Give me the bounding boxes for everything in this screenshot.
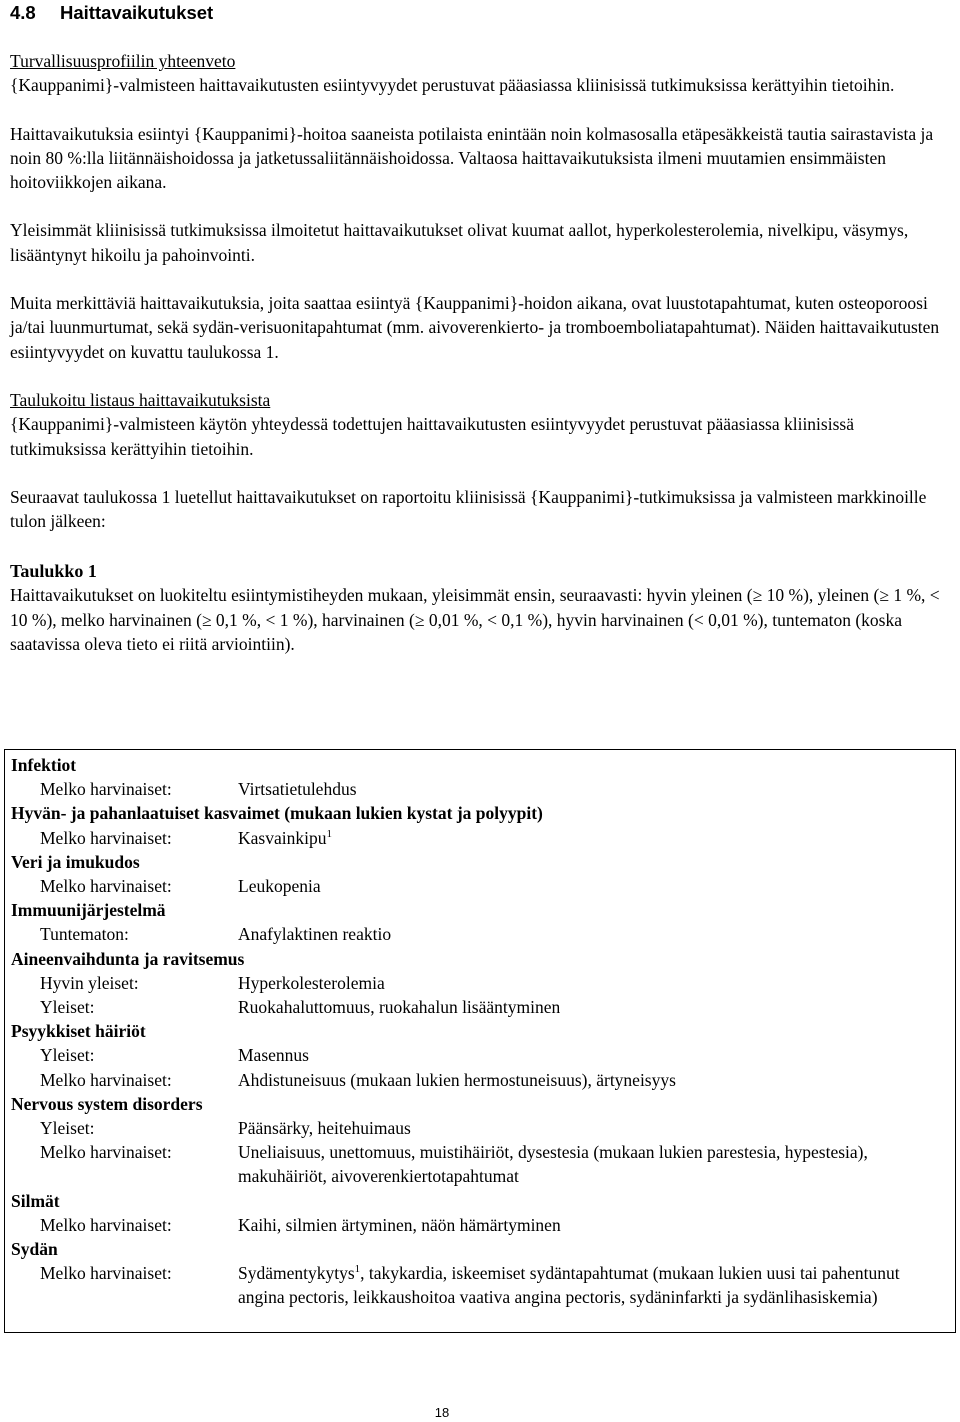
table-category: Hyvän- ja pahanlaatuiset kasvaimet (mukaan lukien kystat ja polyypit)	[11, 803, 543, 824]
table-row	[11, 826, 949, 850]
frequency-label: Tuntematon:	[40, 924, 129, 945]
table-row	[11, 1261, 949, 1309]
frequency-label: Melko harvinaiset:	[40, 1142, 172, 1163]
effect-text: Päänsärky, heitehuimaus	[238, 1118, 411, 1139]
adverse-effect	[238, 922, 949, 946]
effect-text: Kasvainkipu	[238, 827, 327, 848]
table-row	[11, 1213, 949, 1237]
tabulated-intro: {Kauppanimi}-valmisteen käytön yhteydessä todettujen haittavaikutusten esiintyvyydet perustuvat pääasiassa kliinisissä tutkimuksissa kerättyihin tietoihin.	[10, 414, 854, 459]
footnote-marker: 1	[326, 827, 332, 840]
frequency-label: Hyvin yleiset:	[40, 972, 139, 993]
effect-text: Sydämentykytys	[238, 1263, 355, 1284]
effect-text-continued: , takykardia, iskeemiset sydäntapahtumat (mukaan lukien uusi tai pahentunut angina pectoris, leikkaushoitoa vaativa angina pectoris, sydäninfarkti ja sydänlihasiskemia)	[238, 1263, 900, 1308]
document-page	[10, 0, 945, 656]
adverse-effect	[238, 1261, 949, 1309]
table-row	[11, 1068, 949, 1092]
effect-text: Uneliaisuus, unettomuus, muistihäiriöt, dysestesia (mukaan lukien parestesia, hypestesia), makuhäiriöt, aivoverenkiertotapahtumat	[238, 1142, 868, 1187]
safety-summary-paragraph-2: Yleisimmät kliinisissä tutkimuksissa ilmoitetut haittavaikutukset olivat kuumat aallot, hyperkolesterolemia, nivelkipu, väsymys, lisääntynyt hikoilu ja pahoinvointi.	[10, 220, 909, 265]
table-category: Aineenvaihdunta ja ravitsemus	[11, 948, 245, 969]
effect-text: Ahdistuneisuus (mukaan lukien hermostuneisuus), ärtyneisyys	[238, 1069, 676, 1090]
adverse-effect	[238, 874, 949, 898]
frequency-label: Melko harvinaiset:	[40, 1069, 172, 1090]
adverse-effect	[238, 1116, 949, 1140]
adverse-effect	[238, 971, 949, 995]
adverse-effect	[238, 1213, 949, 1237]
safety-summary-heading: Turvallisuusprofiilin yhteenveto	[10, 51, 236, 71]
section-title: Haittavaikutukset	[60, 2, 214, 23]
footnote-marker: 1	[354, 1263, 361, 1276]
table-category: Psyykkiset häiriöt	[11, 1021, 146, 1042]
section-heading	[10, 0, 945, 24]
frequency-label: Yleiset:	[40, 997, 95, 1018]
table-title: Taulukko 1	[10, 561, 97, 582]
effect-text: Kaihi, silmien ärtyminen, näön hämärtyminen	[238, 1214, 561, 1235]
frequency-label: Yleiset:	[40, 1118, 95, 1139]
adverse-effect	[238, 1068, 949, 1092]
table-row	[11, 922, 949, 946]
effect-text: Hyperkolesterolemia	[238, 972, 385, 993]
effect-text: Anafylaktinen reaktio	[238, 924, 392, 945]
effect-text: Masennus	[238, 1045, 309, 1066]
safety-summary-intro: {Kauppanimi}-valmisteen haittavaikutusten esiintyvyydet perustuvat pääasiassa kliinisissä tutkimuksissa kerättyihin tietoihin.	[10, 75, 895, 96]
table-category: Silmät	[11, 1190, 60, 1211]
table-row	[11, 1116, 949, 1140]
section-number: 4.8	[10, 2, 36, 23]
table-row	[11, 1043, 949, 1067]
adverse-effect	[238, 1043, 949, 1067]
table-category: Veri ja imukudos	[11, 851, 140, 872]
frequency-label: Melko harvinaiset:	[40, 876, 172, 897]
tabulated-heading: Taulukoitu listaus haittavaikutuksista	[10, 389, 271, 410]
frequency-label: Melko harvinaiset:	[40, 779, 172, 800]
table-category: Sydän	[11, 1239, 58, 1260]
table-description: Haittavaikutukset on luokiteltu esiintymistiheyden mukaan, yleisimmät ensin, seuraavasti: hyvin yleinen (≥ 10 %), yleinen (≥ 1 %, < 10 %), melko harvinainen (≥ 0,1 %, < 1 %), harvinainen (≥ 0,01 %, < 0,1 %), hyvin harvinainen (< 0,01 %), tuntematon (koska saatavissa oleva tieto ei riitä arviointiin).	[10, 585, 940, 655]
effect-text: Leukopenia	[238, 876, 321, 897]
adverse-effect	[238, 777, 949, 801]
frequency-label: Melko harvinaiset:	[40, 1214, 172, 1235]
adverse-effect	[238, 995, 949, 1019]
table-category: Nervous system disorders	[11, 1093, 203, 1114]
safety-summary-paragraph-3: Muita merkittäviä haittavaikutuksia, joita saattaa esiintyä {Kauppanimi}-hoidon aikana, ovat luustotapahtumat, kuten osteoporoosi ja/tai luunmurtumat, sekä sydän-verisuonitapahtumat (mm. aivoverenkierto- ja tromboemboliatapahtumat). Näiden haittavaikutusten esiintyvyydet on kuvattu taulukossa 1.	[10, 293, 940, 362]
adverse-effect	[238, 826, 949, 850]
table-row	[11, 777, 949, 801]
table-row	[11, 995, 949, 1019]
page-number: 18	[434, 1405, 450, 1420]
table-category: Immuunijärjestelmä	[11, 900, 166, 921]
table-row	[11, 874, 949, 898]
frequency-label: Yleiset:	[40, 1045, 95, 1066]
table-category: Infektiot	[11, 755, 77, 775]
safety-summary-paragraph-1: Haittavaikutuksia esiintyi {Kauppanimi}-hoitoa saaneista potilaista enintään noin kolmasosalla etäpesäkkeistä tautia sairastavista ja noin 80 %:lla liitännäishoidossa ja jatketussaliitännäishoidossa. Valtaosa haittavaikutuksista ilmeni muutamien ensimmäisten hoitoviikkojen aikana.	[10, 123, 934, 193]
table-row	[11, 971, 949, 995]
effect-text: Virtsatietulehdus	[238, 779, 357, 800]
frequency-label: Melko harvinaiset:	[40, 1263, 172, 1284]
tabulated-paragraph: Seuraavat taulukossa 1 luetellut haittavaikutukset on raportoitu kliinisissä {Kauppanimi}-tutkimuksissa ja valmisteen markkinoille tulon jälkeen:	[10, 486, 927, 532]
frequency-label: Melko harvinaiset:	[40, 827, 172, 848]
table-row	[11, 1140, 949, 1188]
adverse-effects-table	[4, 749, 956, 1333]
adverse-effect	[238, 1140, 949, 1188]
effect-text: Ruokahaluttomuus, ruokahalun lisääntyminen	[238, 997, 561, 1018]
